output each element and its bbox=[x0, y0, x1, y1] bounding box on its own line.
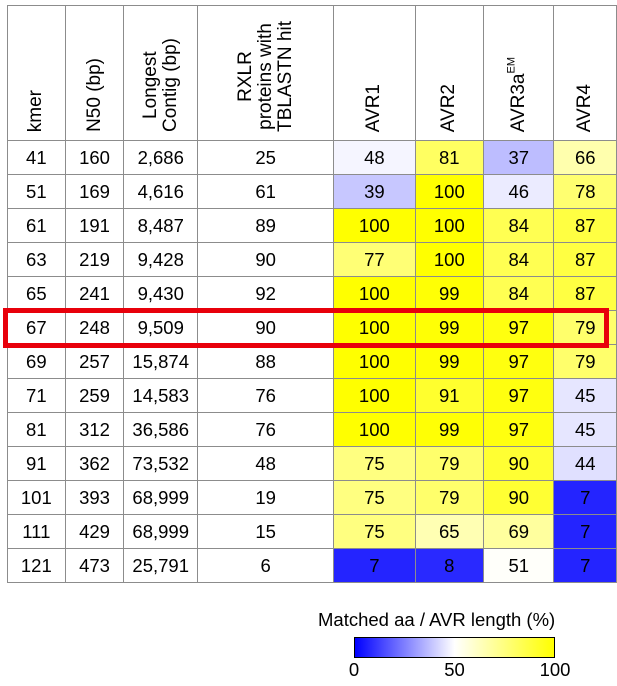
cell-rxlr: 76 bbox=[198, 413, 334, 447]
column-header-label: kmer bbox=[25, 89, 47, 132]
heat-cell-avr2: 100 bbox=[415, 175, 484, 209]
heat-cell-avr1: 100 bbox=[334, 311, 415, 345]
legend-title: Matched aa / AVR length (%) bbox=[318, 609, 556, 630]
heat-cell-avr3a: 97 bbox=[484, 311, 554, 345]
column-header-rxlr bbox=[198, 6, 334, 141]
cell-n50: 219 bbox=[65, 243, 124, 277]
heat-cell-avr4: 78 bbox=[554, 175, 617, 209]
cell-rxlr: 89 bbox=[198, 209, 334, 243]
cell-longest: 36,586 bbox=[124, 413, 198, 447]
legend-tick-label: 50 bbox=[444, 659, 465, 680]
heat-cell-avr4: 79 bbox=[554, 345, 617, 379]
cell-rxlr: 25 bbox=[198, 141, 334, 175]
heat-cell-avr2: 8 bbox=[415, 549, 484, 583]
cell-n50: 429 bbox=[65, 515, 124, 549]
heat-cell-avr2: 79 bbox=[415, 447, 484, 481]
heat-cell-avr1: 48 bbox=[334, 141, 415, 175]
heat-cell-avr1: 100 bbox=[334, 277, 415, 311]
cell-n50: 160 bbox=[65, 141, 124, 175]
cell-rxlr: 90 bbox=[198, 243, 334, 277]
cell-n50: 312 bbox=[65, 413, 124, 447]
heat-cell-avr3a: 97 bbox=[484, 345, 554, 379]
cell-n50: 191 bbox=[65, 209, 124, 243]
cell-n50: 393 bbox=[65, 481, 124, 515]
cell-n50: 259 bbox=[65, 379, 124, 413]
cell-kmer: 67 bbox=[8, 311, 66, 345]
column-header-label: RXLR proteins with TBLASTN hit bbox=[234, 21, 296, 132]
cell-longest: 9,509 bbox=[124, 311, 198, 345]
column-header-longest bbox=[124, 6, 198, 141]
cell-kmer: 111 bbox=[8, 515, 66, 549]
cell-rxlr: 92 bbox=[198, 277, 334, 311]
column-header-label: N50 (bp) bbox=[83, 58, 105, 132]
cell-kmer: 65 bbox=[8, 277, 66, 311]
heat-cell-avr1: 75 bbox=[334, 481, 415, 515]
column-header-kmer bbox=[8, 6, 66, 141]
heat-cell-avr2: 100 bbox=[415, 243, 484, 277]
cell-longest: 14,583 bbox=[124, 379, 198, 413]
heat-cell-avr3a: 84 bbox=[484, 209, 554, 243]
heatmap-table bbox=[7, 5, 617, 583]
heat-cell-avr3a: 90 bbox=[484, 481, 554, 515]
table-row bbox=[8, 175, 617, 209]
heat-cell-avr3a: 84 bbox=[484, 277, 554, 311]
heat-cell-avr3a: 97 bbox=[484, 379, 554, 413]
cell-longest: 15,874 bbox=[124, 345, 198, 379]
cell-rxlr: 19 bbox=[198, 481, 334, 515]
heat-cell-avr1: 77 bbox=[334, 243, 415, 277]
cell-longest: 25,791 bbox=[124, 549, 198, 583]
cell-n50: 473 bbox=[65, 549, 124, 583]
cell-rxlr: 88 bbox=[198, 345, 334, 379]
cell-kmer: 63 bbox=[8, 243, 66, 277]
heat-cell-avr4: 7 bbox=[554, 515, 617, 549]
column-header-label: AVR4 bbox=[574, 83, 596, 132]
column-header-avr4 bbox=[554, 6, 617, 141]
column-header-label: AVR2 bbox=[438, 83, 460, 132]
column-header-n50 bbox=[65, 6, 124, 141]
heat-cell-avr4: 44 bbox=[554, 447, 617, 481]
cell-kmer: 81 bbox=[8, 413, 66, 447]
cell-rxlr: 90 bbox=[198, 311, 334, 345]
table-body bbox=[8, 141, 617, 583]
cell-rxlr: 61 bbox=[198, 175, 334, 209]
cell-longest: 9,428 bbox=[124, 243, 198, 277]
cell-kmer: 71 bbox=[8, 379, 66, 413]
table-row bbox=[8, 515, 617, 549]
heat-cell-avr3a: 37 bbox=[484, 141, 554, 175]
table-row bbox=[8, 549, 617, 583]
heat-cell-avr2: 99 bbox=[415, 277, 484, 311]
cell-rxlr: 76 bbox=[198, 379, 334, 413]
heat-cell-avr4: 79 bbox=[554, 311, 617, 345]
legend-colorbar bbox=[354, 637, 555, 658]
heat-cell-avr2: 91 bbox=[415, 379, 484, 413]
heat-cell-avr2: 99 bbox=[415, 311, 484, 345]
heat-cell-avr4: 45 bbox=[554, 379, 617, 413]
heat-cell-avr1: 100 bbox=[334, 345, 415, 379]
heat-cell-avr1: 75 bbox=[334, 515, 415, 549]
column-header-label: Longest Contig (bp) bbox=[139, 38, 181, 132]
legend-tick-label: 0 bbox=[348, 659, 360, 680]
heat-cell-avr1: 100 bbox=[334, 413, 415, 447]
cell-longest: 8,487 bbox=[124, 209, 198, 243]
heat-cell-avr1: 39 bbox=[334, 175, 415, 209]
cell-rxlr: 6 bbox=[198, 549, 334, 583]
cell-longest: 4,616 bbox=[124, 175, 198, 209]
table-row bbox=[8, 447, 617, 481]
table-row bbox=[8, 311, 617, 345]
cell-kmer: 51 bbox=[8, 175, 66, 209]
cell-rxlr: 48 bbox=[198, 447, 334, 481]
table-row bbox=[8, 345, 617, 379]
cell-n50: 241 bbox=[65, 277, 124, 311]
heat-cell-avr1: 100 bbox=[334, 379, 415, 413]
cell-longest: 68,999 bbox=[124, 481, 198, 515]
table-row bbox=[8, 379, 617, 413]
heat-cell-avr1: 7 bbox=[334, 549, 415, 583]
heat-cell-avr2: 81 bbox=[415, 141, 484, 175]
column-header-avr2 bbox=[415, 6, 484, 141]
table-row bbox=[8, 243, 617, 277]
cell-kmer: 69 bbox=[8, 345, 66, 379]
column-header-label: AVR1 bbox=[363, 83, 385, 132]
heat-cell-avr2: 99 bbox=[415, 345, 484, 379]
cell-n50: 169 bbox=[65, 175, 124, 209]
table-row bbox=[8, 277, 617, 311]
cell-longest: 68,999 bbox=[124, 515, 198, 549]
table-row bbox=[8, 209, 617, 243]
heat-cell-avr4: 7 bbox=[554, 549, 617, 583]
heat-cell-avr3a: 69 bbox=[484, 515, 554, 549]
heat-cell-avr3a: 46 bbox=[484, 175, 554, 209]
cell-n50: 248 bbox=[65, 311, 124, 345]
heat-cell-avr2: 65 bbox=[415, 515, 484, 549]
heat-cell-avr2: 99 bbox=[415, 413, 484, 447]
cell-n50: 257 bbox=[65, 345, 124, 379]
heat-cell-avr2: 79 bbox=[415, 481, 484, 515]
heat-cell-avr3a: 90 bbox=[484, 447, 554, 481]
cell-kmer: 61 bbox=[8, 209, 66, 243]
heat-cell-avr4: 87 bbox=[554, 209, 617, 243]
heat-cell-avr3a: 97 bbox=[484, 413, 554, 447]
cell-kmer: 41 bbox=[8, 141, 66, 175]
column-header-label: $AVR3a^{EM}$ bbox=[505, 56, 529, 132]
cell-longest: 73,532 bbox=[124, 447, 198, 481]
table-row bbox=[8, 141, 617, 175]
cell-rxlr: 15 bbox=[198, 515, 334, 549]
cell-n50: 362 bbox=[65, 447, 124, 481]
heat-cell-avr3a: 51 bbox=[484, 549, 554, 583]
heat-cell-avr4: 66 bbox=[554, 141, 617, 175]
heat-cell-avr4: 87 bbox=[554, 243, 617, 277]
cell-longest: 2,686 bbox=[124, 141, 198, 175]
table-row bbox=[8, 413, 617, 447]
cell-kmer: 121 bbox=[8, 549, 66, 583]
cell-kmer: 91 bbox=[8, 447, 66, 481]
column-header-avr1 bbox=[334, 6, 415, 141]
heat-cell-avr4: 7 bbox=[554, 481, 617, 515]
table-row bbox=[8, 481, 617, 515]
heat-cell-avr2: 100 bbox=[415, 209, 484, 243]
column-header-avr3a bbox=[484, 6, 554, 141]
cell-kmer: 101 bbox=[8, 481, 66, 515]
heat-cell-avr1: 75 bbox=[334, 447, 415, 481]
header-row bbox=[8, 6, 617, 141]
cell-longest: 9,430 bbox=[124, 277, 198, 311]
heat-cell-avr3a: 84 bbox=[484, 243, 554, 277]
legend-tick-label: 100 bbox=[539, 659, 571, 680]
heat-cell-avr4: 45 bbox=[554, 413, 617, 447]
heat-cell-avr1: 100 bbox=[334, 209, 415, 243]
heat-cell-avr4: 87 bbox=[554, 277, 617, 311]
